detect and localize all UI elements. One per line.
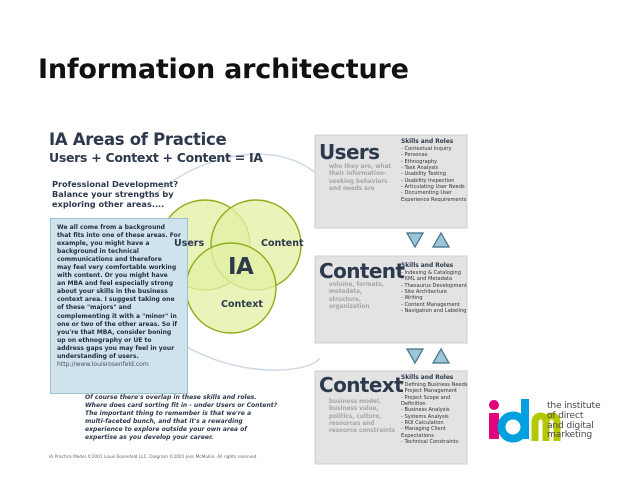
skill-item: - ROI Calculation: [401, 420, 444, 427]
background-line: of these "majors" and: [57, 304, 132, 312]
overlap-footnote: [85, 394, 305, 442]
copyright-credit: IA Practice Model ©2001 Louis Rosenfeld LLC. Diagram ©2001 Jess McMullin. All rights reserved.: [49, 455, 258, 460]
skill-item: - Writing: [401, 295, 423, 302]
skill-item: - Indexing & Cataloging: [401, 270, 462, 276]
venn-label-context: Context: [221, 299, 263, 310]
venn-label-content: Content: [261, 238, 304, 249]
slide-title: Information architecture: [38, 54, 409, 85]
context-skills-list: [401, 374, 468, 445]
context-panel-description: [329, 399, 395, 435]
venn-label-ia: IA: [228, 254, 254, 280]
background-line: you're that MBA, consider boning: [57, 328, 172, 336]
idm-logo-letters: idm: [529, 451, 531, 452]
background-line: about your skills in the business: [57, 288, 168, 296]
panel-desc-line: and needs are: [329, 185, 375, 192]
background-line: with content. Or you might have: [57, 272, 168, 280]
background-explanation-box: [50, 218, 188, 394]
diagram-title: IA Areas of Practice: [49, 130, 227, 149]
panel-desc-line: business value,: [329, 406, 379, 413]
footnote-line: expertise as you develop your career.: [85, 434, 214, 442]
background-line: complementing it with a "minor" in: [57, 312, 177, 320]
background-line: may feel very comfortable working: [57, 264, 177, 272]
background-line: We all come from a background: [57, 224, 166, 231]
skill-item: - Articulating User Needs: [401, 184, 465, 191]
background-line: example, you might have a: [57, 240, 150, 248]
skills-heading: Skills and Roles: [401, 375, 454, 381]
skill-item: - Contextual Inquiry: [401, 146, 452, 152]
footnote-line: experience to explore outside your own area of: [85, 426, 247, 434]
content-panel-heading: Content: [319, 259, 405, 283]
skill-item: - XML and Metadata: [401, 276, 453, 283]
footnote-line: The important thing to remember is that we're a: [85, 410, 252, 418]
skills-heading: Skills and Roles: [401, 263, 454, 269]
skill-item: - Content Management: [401, 301, 460, 308]
ia-practice-diagram: [30, 118, 470, 466]
background-line: communications and therefore: [57, 256, 162, 264]
panel-desc-line: resources and: [329, 420, 375, 427]
skill-item: - Documenting User: [401, 190, 452, 197]
background-url: http://www.louisrosenfeld.com: [57, 360, 149, 368]
background-line: one or two of the other areas. So if: [57, 320, 178, 328]
panel-desc-line: structure,: [329, 296, 361, 303]
background-line: background in technical: [57, 248, 140, 256]
background-line: address gaps you may feel in your: [57, 344, 175, 352]
users-panel-description: [329, 164, 391, 193]
background-line: context area. I suggest taking one: [57, 296, 175, 304]
footnote-line: Of course there's overlap in these skills and roles.: [85, 394, 257, 401]
panel-desc-line: metadata,: [329, 289, 362, 296]
skill-item: - Project Scope and: [401, 394, 451, 401]
users-skills-list: [401, 138, 466, 203]
skill-item: - Technical Constraints: [401, 439, 459, 446]
skill-item: Expectations: [401, 432, 434, 439]
prof-dev-line: exploring other areas....: [52, 199, 165, 210]
footnote-line: multi-faceted bunch, and that it's a rewarding: [85, 418, 243, 426]
skill-item: Definition: [401, 401, 426, 408]
background-line: that fits into one of these areas. For: [57, 232, 181, 240]
panel-desc-line: politics, culture,: [329, 413, 382, 420]
panel-desc-line: who they are, what: [329, 164, 392, 170]
skill-item: - Task Analysis: [401, 165, 439, 172]
skills-heading: Skills and Roles: [401, 139, 454, 145]
diagram-subtitle: Users + Context + Content = IA: [49, 150, 263, 165]
up-arrow-icon: [433, 349, 449, 363]
professional-development-text: [52, 179, 192, 210]
idm-caption-line: marketing: [547, 429, 593, 441]
panel-desc-line: resource constraints: [329, 428, 396, 435]
skill-item: - Project Management: [401, 388, 458, 395]
skill-item: Experience Requirements: [401, 196, 467, 203]
skill-item: - Personas: [401, 152, 428, 159]
idm-logo-caption: [547, 401, 600, 440]
skill-item: - Usability Testing: [401, 171, 446, 178]
skill-item: - Site Architecture: [401, 289, 448, 296]
panel-desc-line: business model,: [329, 399, 381, 405]
skill-item: - Ethnography: [401, 158, 438, 165]
background-line: up on ethnography or UE to: [57, 336, 152, 344]
skill-item: - Usability Inspection: [401, 177, 455, 184]
users-panel-heading: Users: [319, 140, 380, 164]
background-line: an MBA and feel especially strong: [57, 280, 174, 288]
prof-dev-line: Professional Development?: [52, 179, 179, 189]
skill-item: - Systems Analysis: [401, 413, 449, 420]
down-arrow-icon: [407, 233, 423, 247]
panel-desc-line: volume, formats,: [329, 282, 384, 288]
skill-item: - Navigation and Labeling: [401, 308, 467, 315]
idm-logo-letter-i: [489, 400, 499, 439]
connector-arc-bottom: [180, 343, 320, 370]
content-skills-list: [401, 262, 467, 314]
prof-dev-line: Balance your strengths by: [52, 189, 174, 200]
footnote-line: Where does card sorting fit in - under Users or Content?: [85, 402, 278, 410]
idm-caption-line: the institute: [547, 400, 601, 411]
down-arrow-icon: [407, 349, 423, 363]
idm-logo-letter-d: [502, 399, 530, 439]
panel-desc-line: seeking behaviors: [329, 178, 388, 185]
skill-item: - Thesaurus Development: [401, 282, 467, 289]
venn-label-users: Users: [174, 238, 205, 249]
skill-item: - Managing Client: [401, 426, 446, 433]
idm-caption-line: and digital: [547, 419, 594, 431]
panel-desc-line: their information-: [329, 171, 387, 178]
skill-item: - Defining Business Needs: [401, 382, 468, 388]
idm-caption-line: of direct: [547, 409, 584, 421]
panel-desc-line: organization: [329, 303, 370, 310]
skill-item: - Business Analysis: [401, 407, 450, 414]
background-line: understanding of users.: [57, 352, 139, 360]
content-panel-description: [329, 282, 384, 311]
up-arrow-icon: [433, 233, 449, 247]
context-panel-heading: Context: [319, 373, 404, 397]
